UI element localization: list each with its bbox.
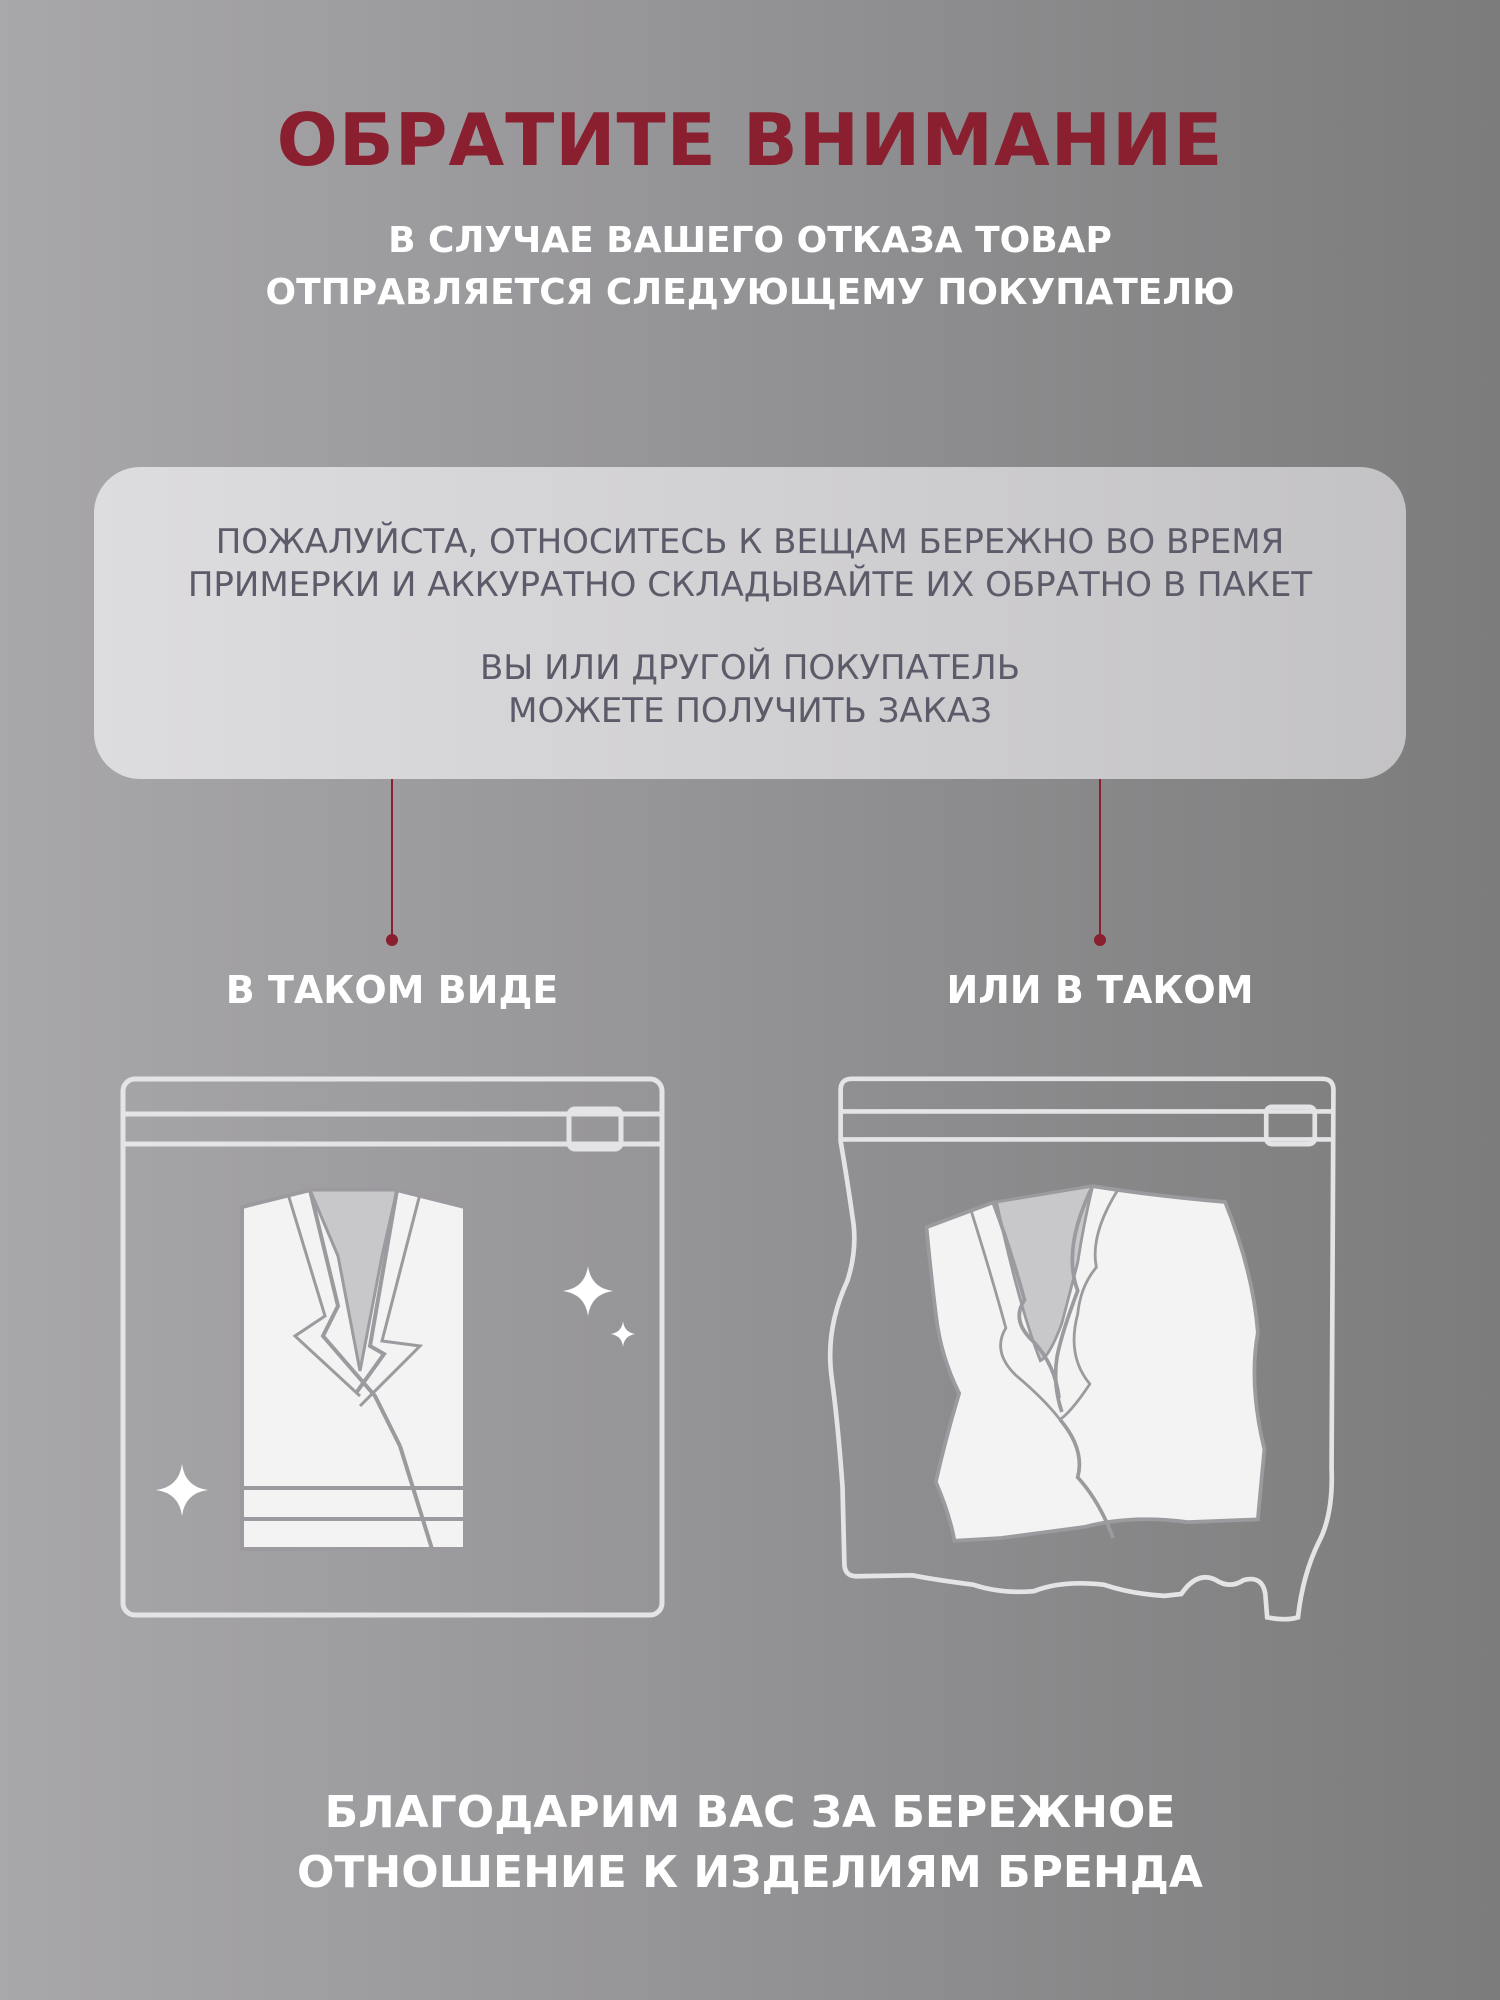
page-title: ОБРАТИТЕ ВНИМАНИЕ (276, 98, 1224, 182)
care-note-line: ВЫ ИЛИ ДРУГОЙ ПОКУПАТЕЛЬ (479, 648, 1021, 688)
connector-line-right (1099, 779, 1101, 940)
sparkle-icon (611, 1321, 635, 1347)
thanks-line-2: ОТНОШЕНИЕ К ИЗДЕЛИЯМ БРЕНДА (297, 1847, 1203, 1898)
subtitle (0, 215, 1500, 319)
care-note-line: ПРИМЕРКИ И АККУРАТНО СКЛАДЫВАЙТЕ ИХ ОБРАТНО В ПАКЕТ (187, 565, 1313, 605)
sparkle-icon (563, 1266, 613, 1316)
thanks-line-1: БЛАГОДАРИМ ВАС ЗА БЕРЕЖНОЕ (324, 1787, 1176, 1838)
sparkle-icon (156, 1464, 208, 1516)
option-label-right: ИЛИ В ТАКОМ (946, 968, 1254, 1012)
crumpled-vest-in-bag-icon (815, 1076, 1360, 1636)
thanks-message (0, 1783, 1500, 1903)
care-note-line: ПОЖАЛУЙСТА, ОТНОСИТЕСЬ К ВЕЩАМ БЕРЕЖНО ВО ВРЕМЯ (215, 522, 1285, 562)
care-note-box (94, 467, 1406, 779)
care-note-line: МОЖЕТЕ ПОЛУЧИТЬ ЗАКАЗ (508, 691, 992, 731)
subtitle-line-2: ОТПРАВЛЯЕТСЯ СЛЕДУЮЩЕМУ ПОКУПАТЕЛЮ (265, 272, 1235, 313)
connector-line-left (391, 779, 393, 940)
connector-dot-right (1094, 934, 1106, 946)
subtitle-line-1: В СЛУЧАЕ ВАШЕГО ОТКАЗА ТОВАР (388, 220, 1112, 261)
connector-dot-left (386, 934, 398, 946)
care-note-paragraph-2 (94, 647, 1406, 733)
option-label-left: В ТАКОМ ВИДЕ (225, 968, 559, 1012)
neatly-folded-vest-in-bag-icon (120, 1076, 665, 1636)
care-note-paragraph-1 (94, 521, 1406, 607)
